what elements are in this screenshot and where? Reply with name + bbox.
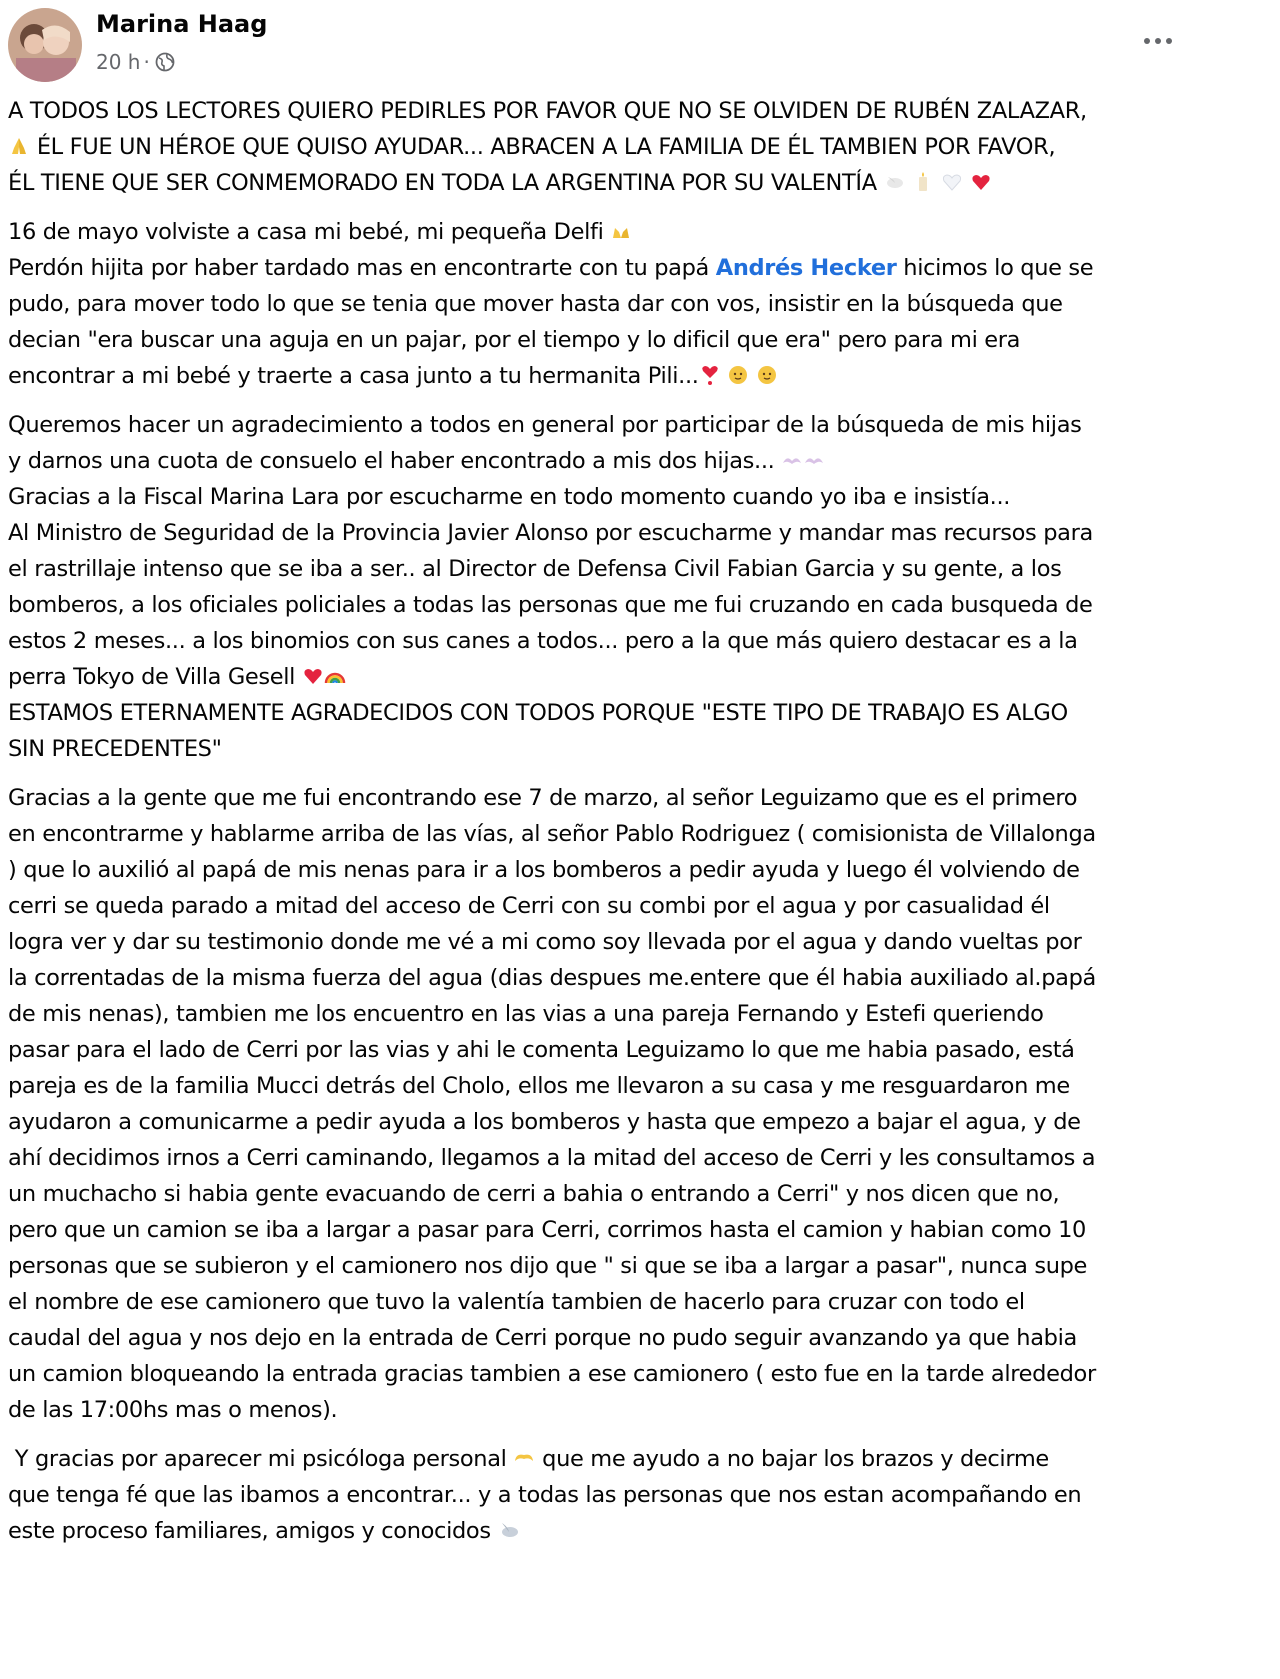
avatar-photo bbox=[8, 8, 82, 82]
post-line: bomberos, a los oficiales policiales a todas las personas que me fui cruzando en cada busqueda de bbox=[8, 592, 1093, 618]
post-line: un muchacho si habia gente evacuando de cerri a bahia o entrando a Cerri" y nos dicen que no, bbox=[8, 1181, 1060, 1207]
post-line: cerri se queda parado a mitad del acceso de Cerri con su combi por el agua y por casualidad él bbox=[8, 893, 1050, 919]
heart-exclamation-icon bbox=[699, 364, 721, 386]
red-heart-icon bbox=[970, 171, 992, 193]
mention-link[interactable]: Andrés Hecker bbox=[715, 255, 897, 281]
baby-icon bbox=[756, 364, 778, 386]
more-options-button[interactable] bbox=[1138, 26, 1178, 56]
post-line: ayudaron a comunicarme a pedir ayuda a los bomberos y hasta que empezo a bajar el agua, y de bbox=[8, 1109, 1081, 1135]
post-line: la correntadas de la misma fuerza del agua (dias despues me.entere que él habia auxiliado al.papá bbox=[8, 965, 1096, 991]
red-heart-icon bbox=[302, 665, 324, 687]
dove-icon bbox=[498, 1519, 520, 1541]
globe-icon[interactable] bbox=[155, 52, 175, 72]
post-line: SIN PRECEDENTES" bbox=[8, 736, 222, 762]
post-line: caudal del agua y nos dejo en la entrada de Cerri porque no pudo seguir avanzando ya que habia bbox=[8, 1325, 1077, 1351]
post-time[interactable]: 20 h bbox=[96, 50, 141, 74]
post-line: ESTAMOS ETERNAMENTE AGRADECIDOS CON TODOS PORQUE "ESTE TIPO DE TRABAJO ES ALGO bbox=[8, 700, 1068, 726]
heart-hands-icon bbox=[513, 1447, 535, 1469]
post-line: el rastrillaje intenso que se iba a ser.. al Director de Defensa Civil Fabian Garcia y su gente, a los bbox=[8, 556, 1062, 582]
more-options-icon bbox=[1143, 37, 1173, 45]
dove-icon bbox=[884, 171, 906, 193]
post-line: el nombre de ese camionero que tuvo la valentía tambien de hacerlo para cruzar con todo el bbox=[8, 1289, 1025, 1315]
post-body bbox=[8, 93, 1192, 1562]
post-line: 16 de mayo volviste a casa mi bebé, mi pequeña Delfi bbox=[8, 214, 1192, 250]
post-line: ÉL FUE UN HÉROE QUE QUISO AYUDAR... ABRACEN A LA FAMILIA DE ÉL TAMBIEN POR FAVOR, bbox=[8, 129, 1192, 165]
post-line: pero que un camion se iba a largar a pasar para Cerri, corrimos hasta el camion y habian como 10 bbox=[8, 1217, 1086, 1243]
post-line: ahí decidimos irnos a Cerri caminando, llegamos a la mitad del acceso de Cerri y les consultamos a bbox=[8, 1145, 1096, 1171]
post-meta bbox=[96, 50, 175, 74]
post-line: ÉL TIENE QUE SER CONMEMORADO EN TODA LA ARGENTINA POR SU VALENTÍA bbox=[8, 165, 1192, 201]
post-line: logra ver y dar su testimonio donde me vé a mi como soy llevada por el agua y dando vueltas por bbox=[8, 929, 1082, 955]
post-line: Queremos hacer un agradecimiento a todos en general por participar de la búsqueda de mis hijas bbox=[8, 412, 1082, 438]
post-paragraph bbox=[8, 93, 1192, 201]
author-name[interactable]: Marina Haag bbox=[96, 10, 268, 38]
post-line: este proceso familiares, amigos y conocidos bbox=[8, 1513, 1192, 1549]
post-line: Gracias a la gente que me fui encontrando ese 7 de marzo, al señor Leguizamo que es el primero bbox=[8, 785, 1078, 811]
post-paragraph bbox=[8, 214, 1192, 394]
post-line: perra Tokyo de Villa Gesell bbox=[8, 659, 1192, 695]
post-line: estos 2 meses... a los binomios con sus canes a todos... pero a la que más quiero destacar es a la bbox=[8, 628, 1078, 654]
post-line: un camion bloqueando la entrada gracias tambien a ese camionero ( esto fue en la tarde alrededor bbox=[8, 1361, 1096, 1387]
post-line: en encontrarme y hablarme arriba de las vías, al señor Pablo Rodriguez ( comisionista de Villalonga bbox=[8, 821, 1096, 847]
candle-icon bbox=[912, 171, 934, 193]
post-line: Gracias a la Fiscal Marina Lara por escucharme en todo momento cuando yo iba e insistía... bbox=[8, 484, 1011, 510]
angel-wings-icon bbox=[781, 449, 803, 471]
post-line: A TODOS LOS LECTORES QUIERO PEDIRLES POR FAVOR QUE NO SE OLVIDEN DE RUBÉN ZALAZAR, bbox=[8, 98, 1087, 124]
post-paragraph bbox=[8, 780, 1192, 1428]
post-line: de mis nenas), tambien me los encuentro en las vias a una pareja Fernando y Estefi queriendo bbox=[8, 1001, 1044, 1027]
post-line: Y gracias por aparecer mi psicóloga personal que me ayudo a no bajar los brazos y decirme bbox=[8, 1446, 1049, 1472]
raising-hands-icon bbox=[610, 220, 632, 242]
post-line: pudo, para mover todo lo que se tenia que mover hasta dar con vos, insistir en la búsqueda que bbox=[8, 291, 1063, 317]
meta-separator: · bbox=[143, 50, 150, 74]
baby-icon bbox=[727, 364, 749, 386]
praying-hands-icon bbox=[8, 135, 30, 157]
rainbow-icon bbox=[324, 665, 346, 687]
post-line: que tenga fé que las ibamos a encontrar... y a todas las personas que nos estan acompañando en bbox=[8, 1482, 1082, 1508]
post-line: Perdón hijita por haber tardado mas en encontrarte con tu papá Andrés Hecker hicimos lo que se bbox=[8, 255, 1094, 281]
post-line: Al Ministro de Seguridad de la Provincia Javier Alonso por escucharme y mandar mas recursos para bbox=[8, 520, 1093, 546]
post-line: pasar para el lado de Cerri por las vias y ahi le comenta Leguizamo lo que me habia pasado, está bbox=[8, 1037, 1075, 1063]
post-line: y darnos una cuota de consuelo el haber encontrado a mis dos hijas... bbox=[8, 443, 1192, 479]
post-paragraph bbox=[8, 1441, 1192, 1549]
post-paragraph bbox=[8, 407, 1192, 767]
angel-wings-icon bbox=[803, 449, 825, 471]
post-line: encontrar a mi bebé y traerte a casa junto a tu hermanita Pili... bbox=[8, 358, 1192, 394]
post-line: personas que se subieron y el camionero nos dijo que " si que se iba a largar a pasar", nunca supe bbox=[8, 1253, 1088, 1279]
post-header bbox=[0, 0, 1200, 92]
post-line: ) que lo auxilió al papá de mis nenas para ir a los bomberos a pedir ayuda y luego él volviendo de bbox=[8, 857, 1080, 883]
post-line: de las 17:00hs mas o menos). bbox=[8, 1397, 338, 1423]
avatar[interactable] bbox=[8, 8, 82, 82]
post-line: decian "era buscar una aguja en un pajar, por el tiempo y lo dificil que era" pero para mi era bbox=[8, 327, 1021, 353]
white-heart-icon bbox=[941, 171, 963, 193]
post-line: pareja es de la familia Mucci detrás del Cholo, ellos me llevaron a su casa y me resguardaron me bbox=[8, 1073, 1070, 1099]
